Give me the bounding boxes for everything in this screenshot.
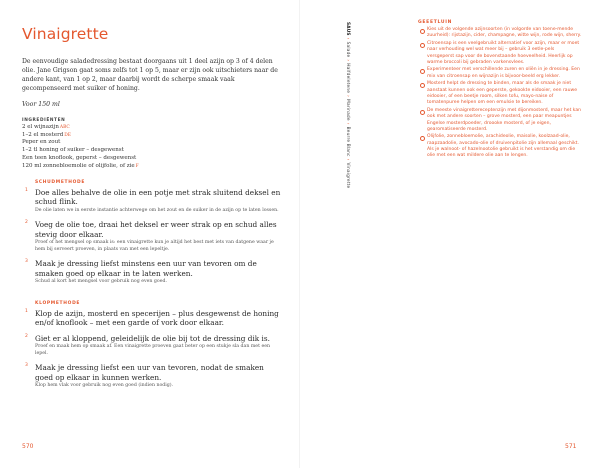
step-text: Voeg de olie toe, draai het deksel er weer strak op en schud alles stevig door elkaar. — [35, 220, 277, 239]
step-text: Klop de azijn, mosterd en specerijen – plus desgewenst de honing en/of knoflook – met een garde of vork door elkaar. — [35, 309, 279, 328]
step-note: Schud al kort het mengsel voor gebruik nog even goed. — [35, 279, 168, 285]
method-step — [22, 220, 284, 253]
step-number: 2 — [25, 333, 28, 339]
breadcrumb-item: Vinaigrette — [345, 162, 350, 189]
breadcrumb-separator: › — [345, 37, 350, 40]
breadcrumb-separator: › — [345, 122, 350, 125]
step-number: 3 — [25, 363, 28, 369]
ingredient-item: 2 el wijnazijnABC — [22, 124, 70, 130]
page-number-left: 570 — [22, 443, 34, 450]
breadcrumb-separator: › — [345, 59, 350, 62]
page-number-right: 571 — [565, 443, 577, 450]
step-note: De olie laten we in eerste instantie achterwege om het zout en de suiker in de azijn op te laten lossen. — [35, 207, 279, 213]
step-text: Maak je dressing liefst een uur van tevoren, nodat de smaken goed op elkaar in kunnen werken. — [35, 363, 264, 382]
breadcrumb-separator: › — [345, 95, 350, 98]
recipe-yield: Voor 150 ml — [22, 101, 60, 108]
method-step — [22, 188, 284, 214]
method-whisk — [22, 301, 284, 396]
breadcrumb-separator: › — [345, 158, 350, 161]
tip-item: Mosterd helpt de dressing te binden, maar als de smaak je niet aanstaat kunnen ook een geperste, gekookte eidooier, een rauwe eidooier, of een beetje room, silken tofu, mayo-naise of tomatenpuree helpen om een emulsie te bereiken. — [418, 81, 582, 106]
ingredient-note-ref: ABC — [59, 125, 70, 130]
tip-item: Kies uit de volgende azijnsoorten (in volgorde van toene-mende zuurheid): rijstazijn, cider, champagne, witte wijn, rode wijn, sherry. — [418, 27, 582, 40]
tips-panel — [418, 20, 582, 161]
ingredient-item: Een teen knoflook, geperst – desgewenst — [22, 154, 137, 161]
ingredient-item: 1–2 el mosterdDE — [22, 131, 71, 138]
step-text: Giet er al kloppend, geleidelijk de olie bij tot de dressing dik is. — [35, 333, 270, 343]
step-text: Maak je dressing liefst minstens een uur van tevoren om de smaken goed op elkaar in te laten werken. — [35, 259, 257, 278]
step-note: Proef en maak hem op smaak af. Een vinaigrette proeven gaat beter op een stukje sla dan met een lepel. — [35, 344, 271, 356]
step-number: 1 — [25, 188, 28, 193]
breadcrumb-item: Marinade — [345, 99, 350, 121]
recipe-title: Vinaigrette — [22, 25, 109, 43]
ingredient-note-ref: DE — [64, 132, 71, 138]
method-heading: SCHUDMETHODE — [35, 180, 86, 185]
ingredient-note-ref: F — [135, 163, 139, 169]
step-number: 1 — [25, 309, 28, 314]
tips-heading: GEEETLUIN — [418, 20, 453, 25]
method-shake — [22, 180, 284, 292]
breadcrumb-vertical — [345, 22, 350, 188]
method-step — [22, 259, 284, 285]
ingredient-item: 1–2 tl honing of suiker – desgewenst — [22, 147, 124, 154]
recipe-intro: De eenvoudige saladedressing bestaat doorgaans uit 1 deel azijn op 3 of 4 delen olie. Jane Grigson gaat soms zelfs tot 1 op 5, maar er zijn ook uitschieters naar de andere kant, van 1 op 2, maar daarbij wordt de scherpe smaak vaak gecompenseerd met suiker of honing. — [22, 58, 278, 92]
tips-list — [418, 27, 582, 160]
tip-item: Olijfolie, zonnebloemolie, arachideolie, maisolie, koolzaad-olie, raapzaadolie, avocado-olie of druivenpitolie zijn allemaal geschikt. Als je walnoot- of hazelnootolie gebruikt is het verstandig om die olie met een wat mildere olie aan te lengen. — [418, 134, 582, 159]
breadcrumb-item: Salade — [345, 41, 350, 58]
ingredient-item: Peper en zout — [22, 139, 61, 146]
step-note: Proef of het mengsel op smaak is: een vinaigrette kun je altijd het best met iets van datgene waar je hem bij serveert proeven, in plaats van met een lepeltje. — [35, 240, 274, 252]
ingredients-heading: INGREDIËNTEN — [22, 118, 66, 123]
ingredients-list — [22, 124, 282, 170]
method-heading: KLOPMETHODE — [35, 301, 81, 306]
method-step — [22, 363, 284, 389]
method-step — [22, 334, 284, 358]
method-step — [22, 309, 284, 328]
step-number: 2 — [25, 220, 28, 226]
breadcrumb-item: SAUS — [345, 22, 350, 36]
step-note: Klop hem vlak voor gebruik nog even goed (indien nodig). — [35, 383, 174, 389]
tip-item: Experimenteer met verschillende zuren en oliën in je dressing. Een mix van citroensap en wijnazijn is bijvoor-beeld erg lekker. — [418, 67, 582, 80]
chapter-breadcrumb — [342, 22, 350, 212]
breadcrumb-item: Beurre Blanc — [345, 126, 350, 157]
step-text: Doe alles behalve de olie in een potje met strak sluitend deksel en schud flink. — [35, 188, 281, 207]
tip-item: Citroensap is een veelgebruikt alternatief voor azijn, maar er moet naar verhouding wel wat meer bij – gebruik 3 eetle-pels versgeperst sap voor de bovenstaande hoeveelheid. Heerlijk op warme broccoli bij gebraden varkensvlees. — [418, 41, 582, 66]
ingredient-item: 120 ml zonnebloemolie of olijfolie, of zieF — [22, 162, 139, 169]
breadcrumb-item: Halfdeletene — [345, 63, 350, 94]
tip-item: De meeste vinaigrettereceptenzijn met dijonmosterd, maar het kan ook met andere soorten – grove mosterd, een paar meapuntjes Engelse mosterdpoeder, droooke mosterd, of je eigen, gearomatiseerde mosterd. — [418, 108, 582, 133]
step-number: 3 — [25, 259, 28, 265]
